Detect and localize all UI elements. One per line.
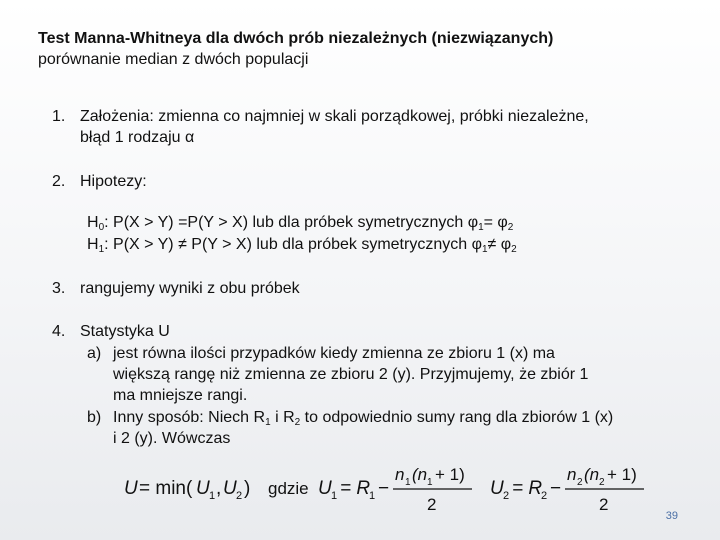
h1-phi1-sub: 1 [481, 244, 488, 255]
formula-R1-sub: 1 [369, 490, 376, 502]
sub-letter: b) [87, 409, 102, 426]
h0-phi2-sub: 2 [507, 222, 514, 233]
hypotheses-heading: Hipotezy: [80, 173, 147, 190]
formula-n1a-sub: 1 [405, 477, 411, 488]
list-item-statistic [52, 321, 170, 342]
a-line-2: większą rangę niż zmienna ze zbioru 2 (y). Przyjmujemy, że zbiór 1 [113, 366, 589, 383]
a-line-3: ma mniejsze rangi. [113, 387, 248, 404]
formula-n2a-sub: 2 [577, 477, 583, 488]
statistic-heading: Statystyka U [80, 323, 170, 340]
b-mid: i R [270, 409, 295, 426]
formula-den1: 2 [427, 495, 437, 514]
b-line-2: i 2 (y). Wówczas [113, 430, 231, 447]
b-sub-1: 1 [265, 417, 271, 428]
list-item-hypotheses [52, 171, 147, 192]
h0-sub: 0 [98, 222, 105, 233]
formula-comma: , [216, 478, 222, 499]
formula-gdzie: gdzie [268, 479, 309, 498]
b-pre: Inny sposób: Niech R [113, 409, 266, 426]
formula-U2b: U [490, 478, 504, 499]
h1-mid: ≠ φ [487, 236, 512, 253]
formula-minus2: − [550, 478, 562, 499]
h1-letter: H [87, 236, 99, 253]
formula-n1b-sub: 1 [427, 477, 433, 488]
formula-n1c: + 1) [435, 465, 465, 484]
formula-close: ) [244, 478, 251, 499]
assumptions-line-1: Założenia: zmienna co najmniej w skali porządkowej, próbki niezależne, [80, 108, 589, 125]
h1-sub: 1 [98, 244, 105, 255]
h0-text: : P(X > Y) =P(Y > X) lub dla próbek symetrycznych φ [104, 214, 479, 231]
formula-U2: U [223, 478, 237, 499]
list-item-assumptions [52, 106, 589, 148]
u-statistic-formula [118, 456, 678, 516]
assumptions-line-2: błąd 1 rodzaju α [80, 129, 195, 146]
hypothesis-h0 [87, 212, 513, 233]
page-number: 39 [665, 510, 678, 522]
formula-den2: 2 [599, 495, 609, 514]
item-number: 2. [52, 173, 66, 190]
formula-eq1: = R [340, 478, 371, 499]
formula-n1a: n [395, 465, 405, 484]
formula-U2-sub: 2 [236, 490, 243, 502]
formula-n2c: + 1) [607, 465, 637, 484]
b-post: to odpowiednio sumy rang dla zbiorów 1 (x) [300, 409, 614, 426]
h0-phi1-sub: 1 [478, 222, 484, 233]
formula-U1-sub: 1 [209, 490, 216, 502]
h1-phi2-sub: 2 [511, 244, 517, 255]
item-number: 4. [52, 323, 66, 340]
formula-minus1: − [378, 478, 390, 499]
formula-U1b-sub: 1 [331, 490, 338, 502]
formula-U: U [124, 478, 138, 499]
list-item-ranking [52, 278, 300, 299]
formula-n2b-sub: 2 [599, 477, 605, 488]
ranking-text: rangujemy wyniki z obu próbek [80, 280, 300, 297]
sub-letter: a) [87, 345, 102, 362]
b-sub-2: 2 [294, 417, 301, 428]
hypothesis-h1 [87, 234, 517, 255]
title-line-1: Test Manna-Whitneya dla dwóch prób niezależnych (niezwiązanych) [38, 30, 554, 47]
formula-R2-sub: 2 [541, 490, 548, 502]
item-number: 3. [52, 280, 66, 297]
title-line-2: porównanie median z dwóch populacji [38, 51, 309, 68]
formula-n1b: (n [412, 465, 428, 484]
item-number: 1. [52, 108, 66, 125]
a-line-1: jest równa ilości przypadków kiedy zmienna ze zbioru 1 (x) ma [113, 345, 555, 362]
slide-title [38, 28, 553, 70]
sublist-item-b [87, 407, 613, 449]
formula-U1b: U [318, 478, 332, 499]
formula-eqmin: = min( [139, 478, 193, 499]
h0-mid: = φ [483, 214, 508, 231]
h0-letter: H [87, 214, 99, 231]
formula-eq2: = R [512, 478, 543, 499]
formula-U1: U [196, 478, 210, 499]
formula-U2b-sub: 2 [503, 490, 510, 502]
formula-n2a: n [567, 465, 577, 484]
sublist-item-a [87, 343, 588, 406]
formula-n2b: (n [584, 465, 600, 484]
h1-text: : P(X > Y) ≠ P(Y > X) lub dla próbek symetrycznych φ [104, 236, 482, 253]
